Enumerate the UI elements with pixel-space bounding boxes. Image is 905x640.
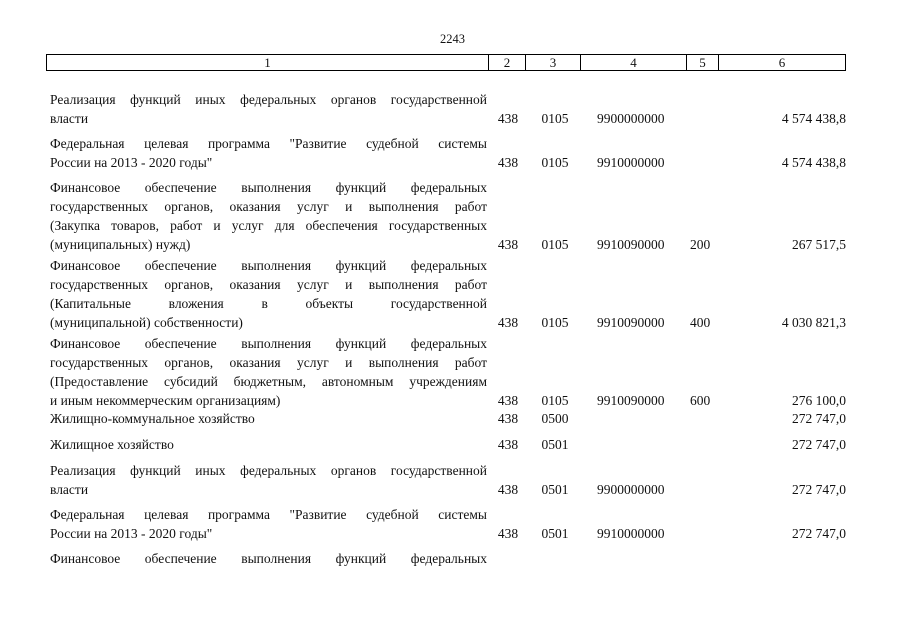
section-code: 0105 (541, 237, 569, 252)
row-description (50, 134, 487, 172)
ministry-code: 438 (497, 111, 519, 126)
row-description (50, 435, 487, 454)
page-number: 2243 (440, 32, 465, 46)
target-article-code: 9900000000 (597, 482, 665, 497)
description-line: (Предоставление субсидий бюджетным, автономным учреждениям (50, 374, 487, 389)
row-description (50, 90, 487, 128)
description-line: Федеральная целевая программа "Развитие судебной системы (50, 136, 487, 151)
description-line: Жилищное хозяйство (50, 437, 174, 452)
ministry-code: 438 (497, 437, 519, 452)
description-line: (Капитальные вложения в объекты государственной (50, 296, 487, 311)
description-line: государственных органов, оказания услуг и выполнения работ (50, 355, 487, 370)
description-line: Финансовое обеспечение выполнения функций федеральных (50, 551, 487, 566)
ministry-code: 438 (497, 315, 519, 330)
target-article-code: 9900000000 (597, 111, 665, 126)
ministry-code: 438 (497, 526, 519, 541)
amount: 267 517,5 (792, 237, 846, 252)
target-article-code: 9910090000 (597, 315, 665, 330)
target-article-code: 9910000000 (597, 526, 665, 541)
description-line: Финансовое обеспечение выполнения функций федеральных (50, 336, 487, 351)
expense-type-code: 400 (690, 315, 711, 330)
description-line: Реализация функций иных федеральных органов государственной (50, 463, 487, 478)
amount: 272 747,0 (792, 411, 846, 426)
row-description (50, 334, 487, 410)
section-code: 0105 (541, 393, 569, 408)
description-line: России на 2013 - 2020 годы" (50, 526, 213, 541)
header-col-2: 2 (489, 55, 526, 70)
expense-type-code: 200 (690, 237, 711, 252)
target-article-code: 9910090000 (597, 393, 665, 408)
section-code: 0501 (541, 482, 569, 497)
description-line: (Закупка товаров, работ и услуг для обеспечения государственных (50, 218, 487, 233)
description-line: (муниципальных) нужд) (50, 237, 191, 252)
section-code: 0105 (541, 315, 569, 330)
section-code: 0500 (541, 411, 569, 426)
target-article-code: 9910090000 (597, 237, 665, 252)
description-line: Финансовое обеспечение выполнения функций федеральных (50, 258, 487, 273)
ministry-code: 438 (497, 482, 519, 497)
row-description (50, 409, 487, 428)
description-line: государственных органов, оказания услуг и выполнения работ (50, 199, 487, 214)
amount: 4 030 821,3 (781, 315, 846, 330)
header-col-4: 4 (581, 55, 687, 70)
description-line: власти (50, 482, 89, 497)
ministry-code: 438 (497, 393, 519, 408)
amount: 272 747,0 (792, 526, 846, 541)
expense-type-code: 600 (690, 393, 711, 408)
ministry-code: 438 (497, 237, 519, 252)
row-description (50, 461, 487, 499)
description-line: Жилищно-коммунальное хозяйство (50, 411, 255, 426)
amount: 272 747,0 (792, 437, 846, 452)
amount: 276 100,0 (792, 393, 846, 408)
description-line: Реализация функций иных федеральных органов государственной (50, 92, 487, 107)
description-line: государственных органов, оказания услуг и выполнения работ (50, 277, 487, 292)
row-description (50, 549, 487, 568)
description-line: Федеральная целевая программа "Развитие судебной системы (50, 507, 487, 522)
row-description (50, 505, 487, 543)
amount: 4 574 438,8 (781, 111, 846, 126)
row-description (50, 178, 487, 254)
section-code: 0501 (541, 437, 569, 452)
description-line: России на 2013 - 2020 годы" (50, 155, 213, 170)
target-article-code: 9910000000 (597, 155, 665, 170)
description-line: Финансовое обеспечение выполнения функций федеральных (50, 180, 487, 195)
header-col-3: 3 (526, 55, 581, 70)
table-header (46, 54, 846, 71)
header-col-1: 1 (47, 55, 489, 70)
amount: 4 574 438,8 (781, 155, 846, 170)
section-code: 0501 (541, 526, 569, 541)
description-line: (муниципальной) собственности) (50, 315, 243, 330)
ministry-code: 438 (497, 411, 519, 426)
ministry-code: 438 (497, 155, 519, 170)
section-code: 0105 (541, 111, 569, 126)
amount: 272 747,0 (792, 482, 846, 497)
description-line: власти (50, 111, 89, 126)
header-col-6: 6 (778, 55, 786, 70)
header-col-5: 5 (687, 55, 719, 70)
row-description (50, 256, 487, 332)
section-code: 0105 (541, 155, 569, 170)
description-line: и иным некоммерческим организациям) (50, 393, 281, 408)
